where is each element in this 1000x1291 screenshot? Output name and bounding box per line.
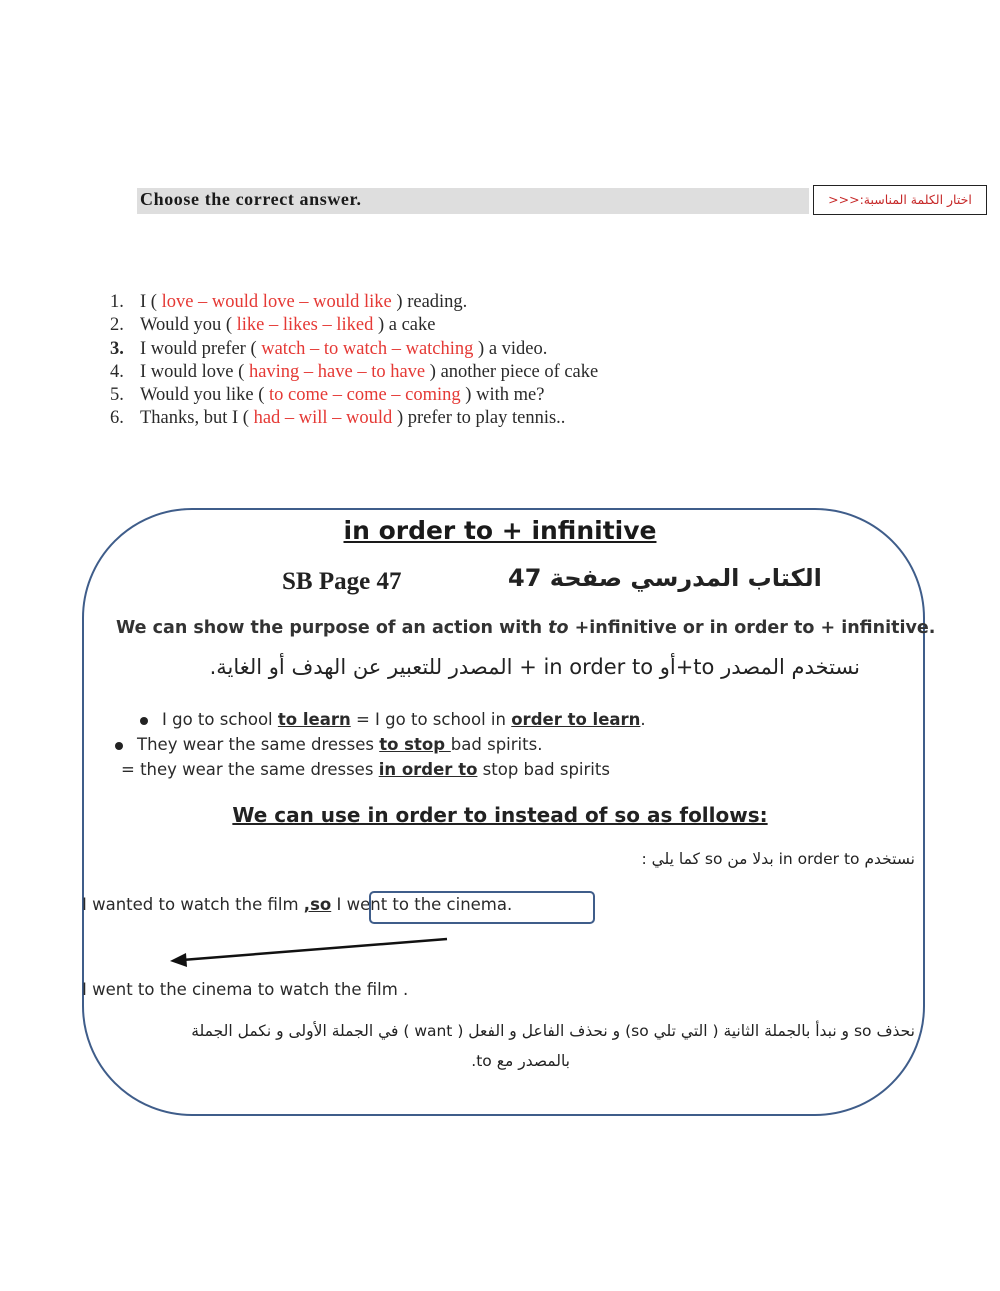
answer-options: to come – come – coming <box>269 385 461 405</box>
question-number: 3. <box>110 339 124 359</box>
rule-title: in order to + infinitive <box>343 516 657 545</box>
answer-options: watch – to watch – watching <box>261 339 474 359</box>
example-line-2: They wear the same dresses to stop bad spirits. <box>115 735 542 754</box>
highlight-box <box>369 891 595 924</box>
example-line-1: I go to school to learn = I go to school in order to learn. <box>140 710 646 729</box>
question-number: 4. <box>110 362 124 382</box>
use-instead-arabic: نستخدم in order to بدلا من so كما يلي : <box>641 850 915 868</box>
question-item <box>110 315 435 336</box>
question-text-after: ) with me? <box>460 385 545 405</box>
so-example-sentence: I wanted to watch the film ,so I went to the cinema. <box>82 895 513 914</box>
question-item <box>110 292 467 313</box>
question-text-before: Thanks, but I ( <box>140 408 254 428</box>
result-sentence: I went to the cinema to watch the film . <box>82 980 409 999</box>
question-item <box>110 385 544 406</box>
sub-title: We can use in order to instead of so as follows: <box>232 803 768 827</box>
instruction-title: Choose the correct answer. <box>140 189 362 209</box>
question-number: 1. <box>110 292 124 312</box>
question-number: 6. <box>110 408 124 428</box>
question-item <box>110 339 547 360</box>
question-text-before: I would prefer ( <box>140 339 262 359</box>
arabic-instruction-box: اختار الكلمة المناسبة:<<< <box>813 185 987 215</box>
answer-options: love – would love – would like <box>161 292 392 312</box>
example-line-3: = they wear the same dresses in order to stop bad spirits <box>121 760 610 779</box>
question-text-before: Would you ( <box>140 315 237 335</box>
question-text-before: Would you like ( <box>140 385 270 405</box>
question-number: 2. <box>110 315 124 335</box>
sb-page-arabic: الكتاب المدرسي صفحة 47 <box>508 564 822 592</box>
answer-options: like – likes – liked <box>236 315 374 335</box>
question-item <box>110 362 598 383</box>
question-text-after: ) a cake <box>373 315 436 335</box>
question-item <box>110 408 565 429</box>
sb-page-label: SB Page 47 <box>282 568 402 595</box>
answer-options: had – will – would <box>253 408 393 428</box>
question-text-before: I ( <box>140 292 162 312</box>
question-text-after: ) reading. <box>391 292 468 312</box>
bullet-icon <box>115 742 123 750</box>
question-number: 5. <box>110 385 124 405</box>
question-text-after: ) another piece of cake <box>425 362 599 382</box>
purpose-explanation: We can show the purpose of an action with to +infinitive or in order to + infinitive. <box>116 618 936 638</box>
bullet-icon <box>140 717 148 725</box>
answer-options: having – have – to have <box>248 362 426 382</box>
arrow-left-icon <box>160 930 460 970</box>
explanation-arabic-line-2: بالمصدر مع to. <box>471 1052 570 1070</box>
question-text-after: ) prefer to play tennis.. <box>392 408 566 428</box>
purpose-explanation-arabic: نستخدم المصدر to+أو in order to + المصدر للتعبير عن الهدف أو الغاية. <box>209 655 860 679</box>
question-text-before: I would love ( <box>140 362 249 382</box>
explanation-arabic-line-1: نحذف so و نبدأ بالجملة الثانية ( التي تلي so) و نحذف الفاعل و الفعل ( want ) في الجملة الأولى و نكمل الجملة <box>191 1022 915 1040</box>
question-text-after: ) a video. <box>473 339 548 359</box>
